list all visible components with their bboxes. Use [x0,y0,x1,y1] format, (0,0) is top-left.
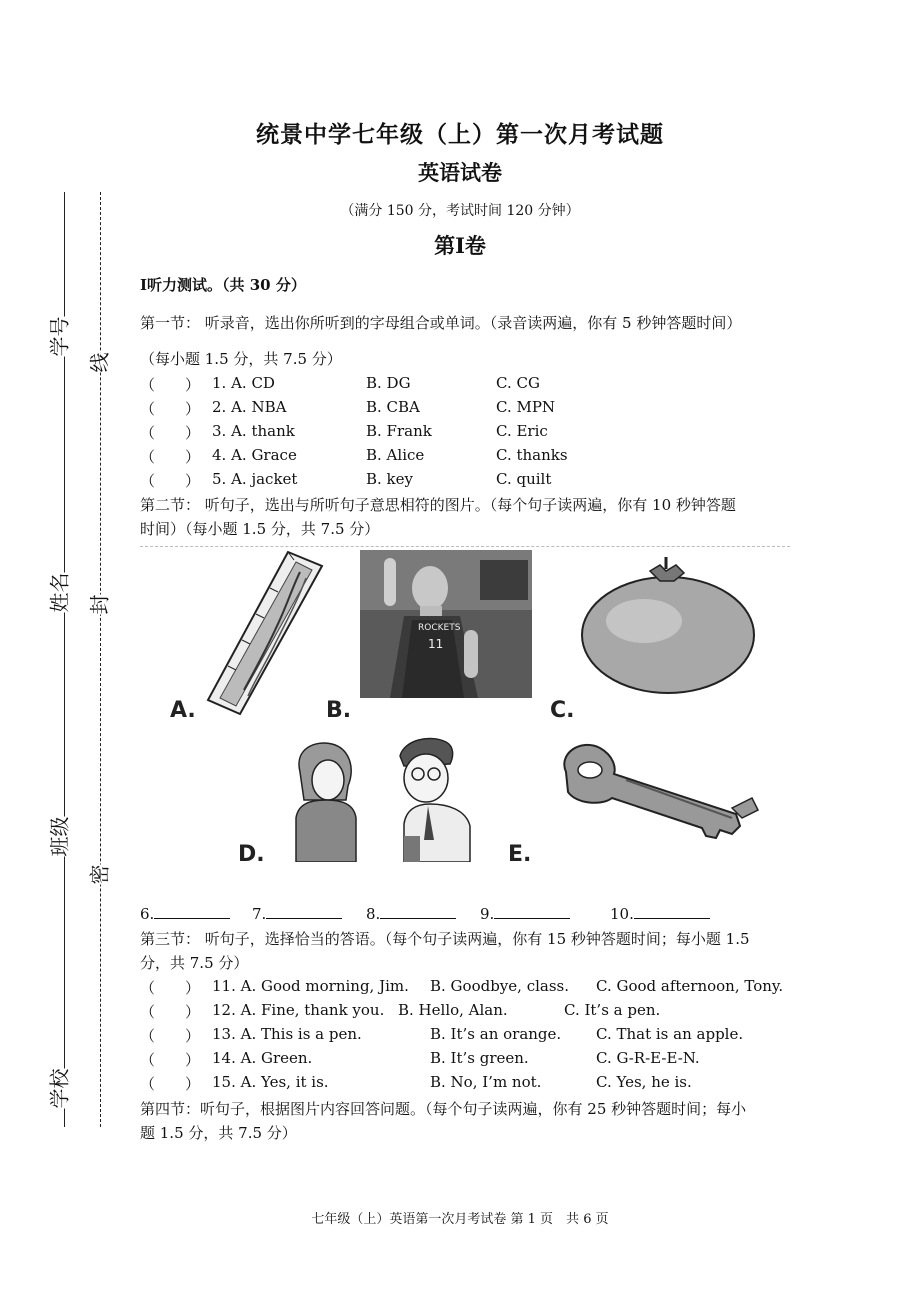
part2-instruction: 第二节： 听句子，选出与所听句子意思相符的图片。（每个句子读两遍，你有 10 秒钟答题 [140,496,736,514]
picture-label-d: D. [238,842,265,867]
student-name-label: 姓名 [40,573,77,613]
section-heading: Ⅰ听力测试。（共 30 分） [140,276,306,294]
blank-line[interactable] [634,904,710,919]
ruler-picture [200,548,330,718]
man-picture [390,736,480,862]
option-c: C. G-R-E-E-N. [596,1049,700,1067]
blank-number: 10. [610,905,634,923]
answer-paren[interactable]: （ ） [140,472,201,490]
seal-line-char: 线 [80,353,117,373]
part2-instruction-cont: 时间）（每小题 1.5 分，共 7.5 分） [140,520,380,538]
option-c: C. Good afternoon, Tony. [596,977,784,995]
seal-seal-char: 封 [80,595,117,615]
answer-paren[interactable]: （ ） [140,424,201,442]
key-picture [556,738,766,848]
option-b: B. It’s an orange. [430,1025,562,1043]
blank-6[interactable] [140,904,230,923]
page-footer: 七年级（上）英语第一次月考试卷 第 1 页 共 6 页 [311,1212,609,1227]
picture-label-c: C. [550,698,575,723]
part1-instruction: 第一节： 听录音，选出你所听到的字母组合或单词。（录音读两遍，你有 5 秒钟答题时间） [140,314,742,332]
option-b: B. Hello, Alan. [398,1001,508,1019]
exam-note: （满分 150 分，考试时间 120 分钟） [340,203,580,219]
blank-8[interactable] [366,904,456,923]
blank-7[interactable] [252,904,342,923]
answer-paren[interactable]: （ ） [140,1051,201,1069]
answer-paren[interactable]: （ ） [140,376,201,394]
option-a: 11. A. Good morning, Jim. [212,977,409,995]
orange-picture [580,555,760,695]
volume-title: 第Ⅰ卷 [434,233,486,258]
option-b: B. CBA [366,398,420,416]
part3-instruction: 第三节： 听句子，选择恰当的答语。（每个句子读两遍，你有 15 秒钟答题时间；每小题 1.5 [140,930,750,948]
option-a: 4. A. Grace [212,446,297,464]
blank-line[interactable] [494,904,570,919]
option-c: C. Yes, he is. [596,1073,692,1091]
blank-9[interactable] [480,904,570,923]
picture-label-b: B. [326,698,352,723]
option-a: 1. A. CD [212,374,275,392]
option-b: B. Alice [366,446,425,464]
option-c: C. That is an apple. [596,1025,744,1043]
option-b: B. key [366,470,413,488]
blank-line[interactable] [266,904,342,919]
option-b: B. It’s green. [430,1049,529,1067]
option-c: C. MPN [496,398,556,416]
jersey-number: 11 [428,637,444,651]
option-a: 12. A. Fine, thank you. [212,1001,385,1019]
answer-paren[interactable]: （ ） [140,1003,201,1021]
option-c: C. CG [496,374,540,392]
option-c: C. Eric [496,422,548,440]
answer-paren[interactable]: （ ） [140,1075,201,1093]
part3-instruction-cont: 分，共 7.5 分） [140,954,249,972]
option-b: B. DG [366,374,411,392]
blank-number: 7. [252,905,267,923]
answer-paren[interactable]: （ ） [140,400,201,418]
option-a: 2. A. NBA [212,398,287,416]
blank-number: 9. [480,905,495,923]
option-a: 14. A. Green. [212,1049,313,1067]
seal-dashed-line [100,192,101,1127]
blank-line[interactable] [154,904,230,919]
option-c: C. quilt [496,470,552,488]
blank-line[interactable] [380,904,456,919]
answer-paren[interactable]: （ ） [140,979,201,997]
woman-picture [286,738,366,862]
option-c: C. It’s a pen. [564,1001,661,1019]
option-a: 5. A. jacket [212,470,298,488]
option-a: 15. A. Yes, it is. [212,1073,329,1091]
option-b: B. No, I’m not. [430,1073,542,1091]
answer-paren[interactable]: （ ） [140,1027,201,1045]
student-id-label: 学号 [40,317,77,357]
option-b: B. Goodbye, class. [430,977,569,995]
jersey-text: ROCKETS [418,623,461,633]
divider [140,546,790,547]
part4-instruction-cont: 题 1.5 分，共 7.5 分） [140,1124,297,1142]
option-a: 3. A. thank [212,422,295,440]
class-label: 班级 [40,817,77,857]
picture-label-a: A. [170,698,196,723]
part4-instruction: 第四节：听句子，根据图片内容回答问题。（每个句子读两遍，你有 25 秒钟答题时间；每小 [140,1100,747,1118]
picture-label-e: E. [508,842,532,867]
blank-number: 8. [366,905,381,923]
school-label: 学校 [40,1069,77,1109]
exam-subject: 英语试卷 [418,160,502,185]
option-c: C. thanks [496,446,568,464]
exam-title: 统景中学七年级（上）第一次月考试题 [256,121,664,148]
answer-paren[interactable]: （ ） [140,448,201,466]
part1-score: （每小题 1.5 分，共 7.5 分） [140,350,342,368]
blank-number: 6. [140,905,155,923]
blank-10[interactable] [610,904,710,923]
basketball-player-photo [360,550,532,698]
seal-secret-char: 密 [80,865,117,885]
option-b: B. Frank [366,422,432,440]
option-a: 13. A. This is a pen. [212,1025,362,1043]
